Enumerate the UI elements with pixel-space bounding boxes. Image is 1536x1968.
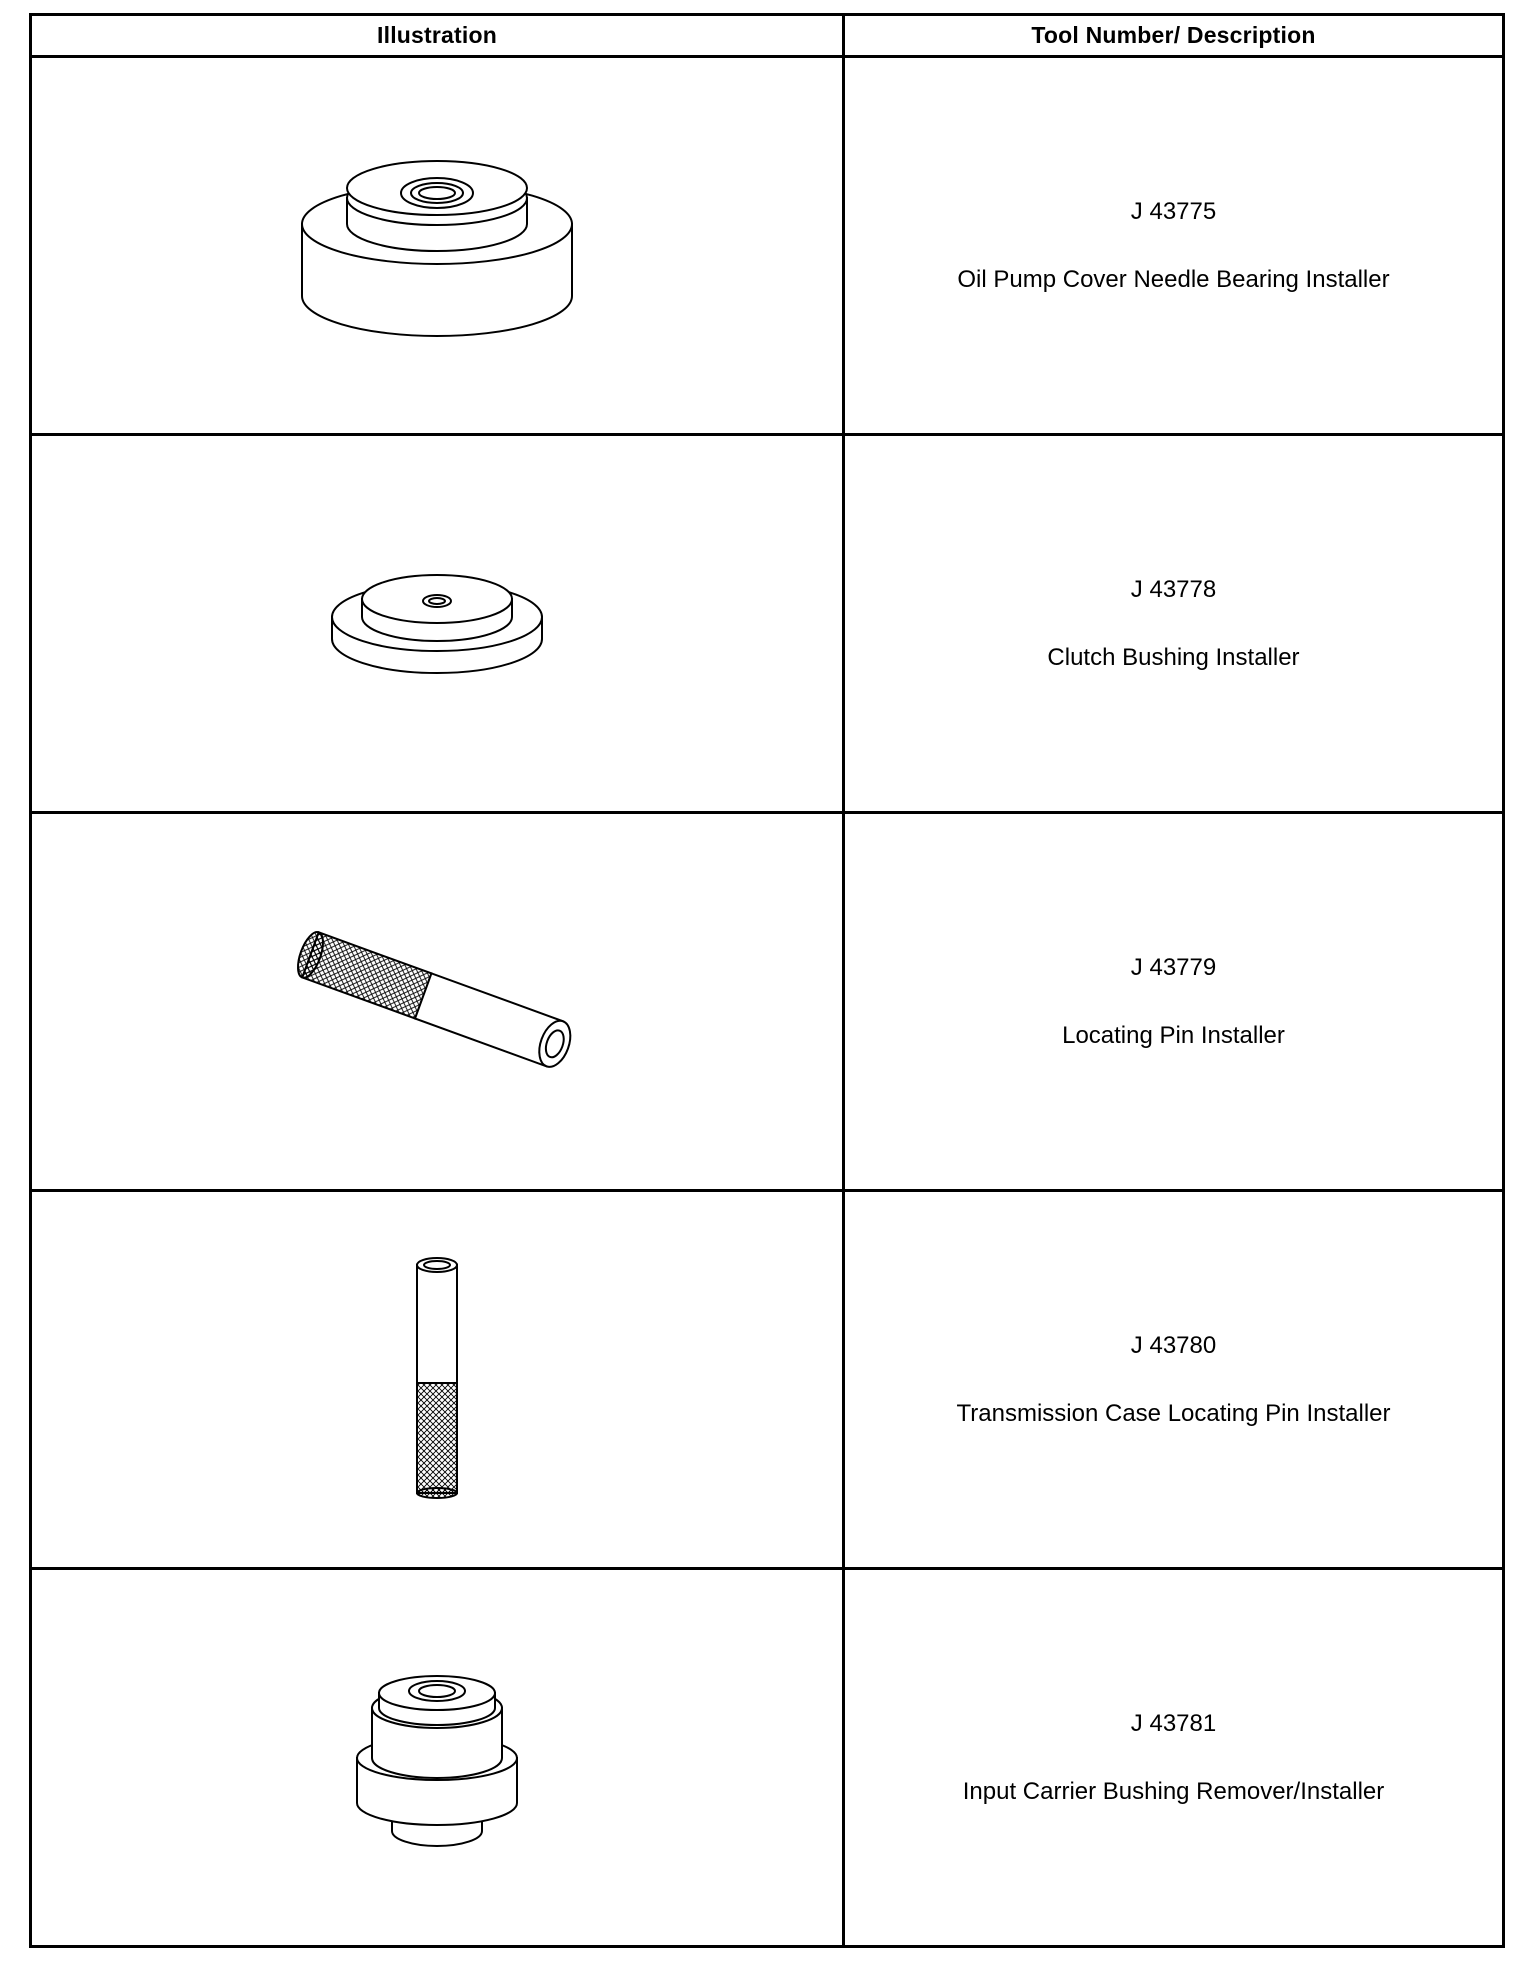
knurled-pin-horizontal-icon <box>277 927 597 1077</box>
tool-description: Transmission Case Locating Pin Installer <box>956 1399 1391 1427</box>
flat-disc-installer-icon <box>322 559 552 689</box>
illustration-cell <box>31 57 844 435</box>
illustration-cell <box>31 1191 844 1569</box>
description-cell <box>844 57 1504 435</box>
table-row <box>31 57 1504 435</box>
description-cell <box>844 1569 1504 1947</box>
tool-description: Locating Pin Installer <box>1062 1021 1285 1049</box>
table-row <box>31 1569 1504 1947</box>
illustration-cell <box>31 813 844 1191</box>
header-illustration: Illustration <box>31 15 844 57</box>
stepped-disc-installer-icon <box>292 136 582 356</box>
tool-description: Oil Pump Cover Needle Bearing Installer <box>957 265 1390 293</box>
tool-table <box>29 13 1505 1948</box>
table-row <box>31 435 1504 813</box>
description-cell <box>844 813 1504 1191</box>
table-row <box>31 1191 1504 1569</box>
description-cell <box>844 1191 1504 1569</box>
tool-number: J 43778 <box>1130 575 1217 603</box>
tool-description: Clutch Bushing Installer <box>1047 643 1300 671</box>
header-row <box>31 15 1504 57</box>
table-row <box>31 813 1504 1191</box>
knurled-pin-vertical-icon <box>397 1250 477 1510</box>
bushing-remover-icon <box>337 1653 537 1863</box>
tool-description: Input Carrier Bushing Remover/Installer <box>962 1777 1385 1805</box>
header-description: Tool Number/ Description <box>844 15 1504 57</box>
tool-number: J 43780 <box>1130 1331 1217 1359</box>
illustration-cell <box>31 1569 844 1947</box>
tool-number: J 43781 <box>1130 1709 1217 1737</box>
tool-number: J 43775 <box>1130 197 1217 225</box>
illustration-cell <box>31 435 844 813</box>
tool-number: J 43779 <box>1130 953 1217 981</box>
description-cell <box>844 435 1504 813</box>
